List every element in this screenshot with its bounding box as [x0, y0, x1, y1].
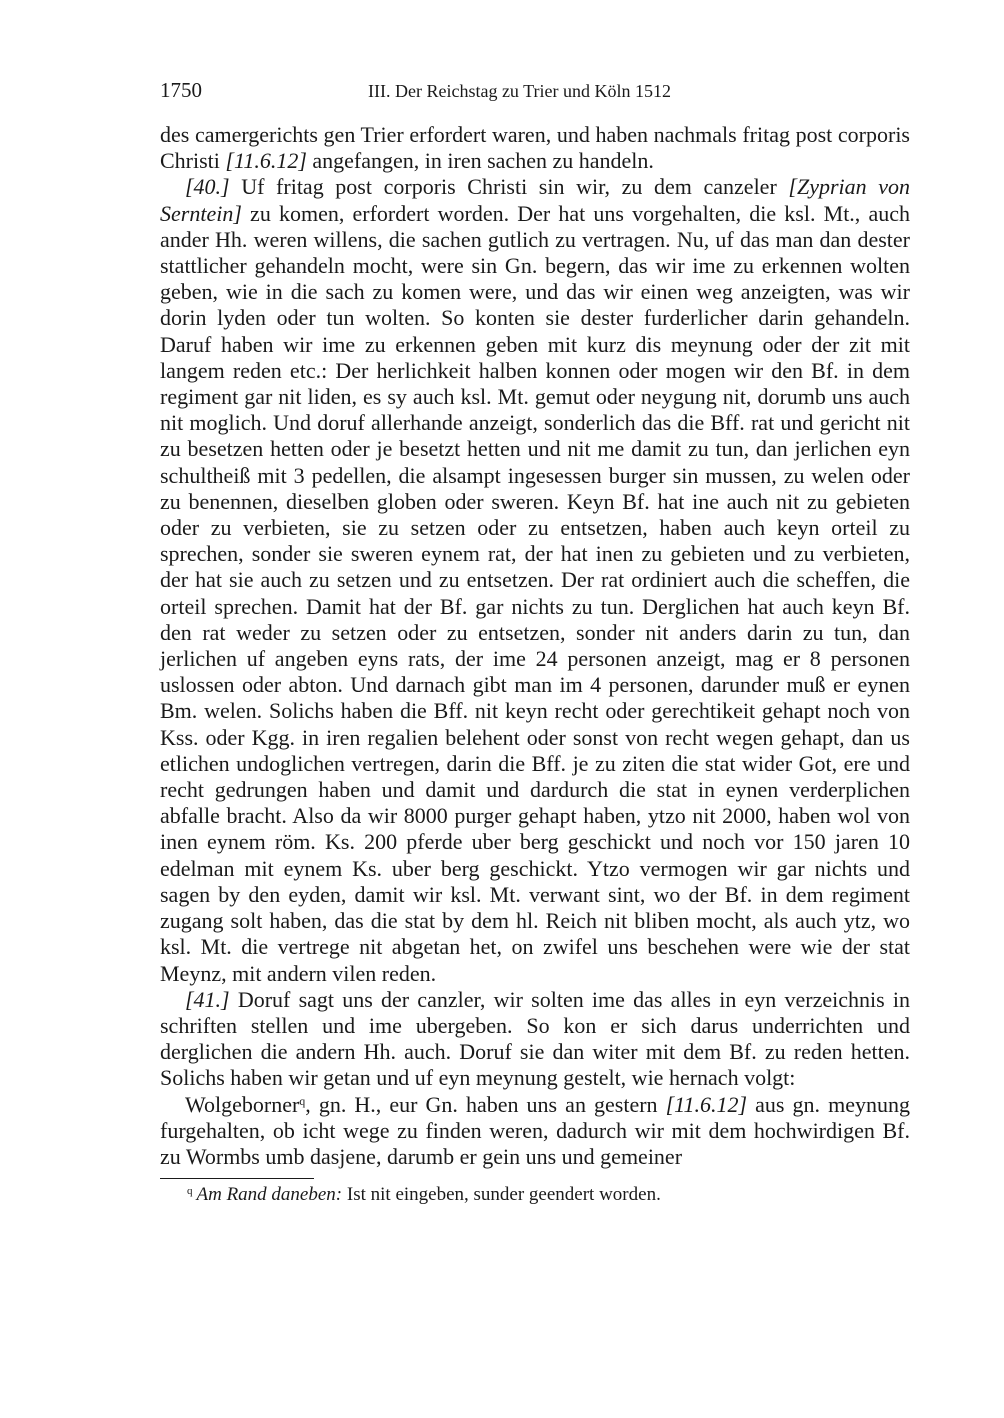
date-annotation: [11.6.12] — [665, 1091, 748, 1117]
paragraph-letter — [160, 1092, 910, 1171]
paragraph-text: aus gn. meynung furgehalten, ob icht wege zu finden weren, dadurch wir mit dem hochwirdigen Bf. zu Wormbs umb dasjene, darumb er gein uns und gemeiner — [160, 1091, 910, 1169]
paragraph-41 — [160, 987, 910, 1092]
footnote-marker: q — [187, 1185, 193, 1198]
running-title: III. Der Reichstag zu Trier und Köln 1512 — [368, 81, 671, 101]
paragraph-text: zu komen, erfordert worden. Der hat uns vorgehalten, die ksl. Mt., auch ander Hh. weren willens, die sachen gutlich zu vertragen. Nu, uf das man dan dester stattlicher gehandeln mocht, were sin Gn. begern, das wir ime zu erkennen wolten geben, wie in die sach zu komen were, und das wir einen weg anzeigten, was wir dorin lyden oder tun wolten. So konten sie dester furderlicher darin gehandeln. Daruf haben wir ime zu erkennen geben mit kurz dis meynung oder der zit mit langem reden etc.: Der herlichkeit halben konnen oder mogen wir den Bf. in dem regiment gar nit liden, es sy auch ksl. Mt. gemut oder neygung nit, dorumb uns auch nit moglich. Und doruf allerhande anzeigt, sonderlich das die Bff. rat und gericht nit zu besetzen hetten oder je besetzt hetten und nit me damit zu tun, dan jerlichen eyn schultheiß mit 3 pedellen, die alsampt ingesessen burger sin mussen, zu welen oder zu benennen, dieselben globen oder sweren. Keyn Bf. hat ine auch nit zu gebieten oder zu verbieten, sie zu setzen oder zu entsetzen, haben auch keyn orteil zu sprechen, sonder sie sweren eynem rat, der hat inen zu gebieten und zu verbieten, der hat sie auch zu setzen und zu entsetzen. Der rat ordiniert auch die scheffen, die orteil sprechen. Damit hat der Bf. gar nichts zu tun. Derglichen hat auch keyn Bf. den rat weder zu setzen oder zu entsetzen, sonder nit anders darin zu tun, dan jerlichen uf angeben eyns rats, der ime 24 personen anzeigt, mag er 8 personen uslossen oder abton. Und darnach gibt man im 4 personen, darunder muß er eynen Bm. welen. Solichs haben die Bff. nit keyn recht oder gerechtikeit gehapt noch von Kss. oder Kgg. in iren regalien belehent oder sonst von recht wegen gehapt, dan us etlichen undoglichen vertregen, darin die Bff. je zu ziten die stat wider Got, ere und recht gedrungen haben und damit und dardurch die stat in eynen verderplichen abfalle bracht. Also da wir 8000 purger gehapt haben, ytzo nit 2000, haben wol von inen eynem röm. Ks. 200 pferde uber berg geschickt und noch vor 150 jaren 10 edelman mit eynem Ks. uber berg geschickt. Ytzo vermogen wir gar nichts und sagen by den eyden, damit wir ksl. Mt. verwant sint, wo der Bf. in dem regiment zugang solt haben, das die stat by dem hl. Reich nit bliben mocht, als auch ytz, wo ksl. Mt. die vertrege nit abgetan het, on zwifel uns beschehen were wie der stat Meynz, mit andern vilen reden. — [160, 200, 910, 986]
name-annotation: [Zyprian von Serntein] — [160, 174, 911, 226]
section-number: [41.] — [185, 986, 230, 1012]
footnote-rule — [160, 1178, 314, 1179]
paragraph-text: des camergerichts gen Trier erfordert waren, und haben nachmals fritag post corporis Christi — [160, 122, 910, 174]
footnote-text: Ist nit eingeben, sunder geendert worden. — [342, 1184, 661, 1206]
paragraph-intro — [160, 122, 910, 174]
paragraph-text: Uf fritag post corporis Christi sin wir, zu dem canzeler — [229, 174, 789, 200]
section-number: [40.] — [185, 174, 230, 200]
paragraph-text: , gn. H., eur Gn. haben uns an gestern — [305, 1091, 666, 1117]
date-annotation: [11.6.12] — [225, 148, 307, 174]
page-number: 1750 — [160, 78, 202, 102]
paragraph-text: Doruf sagt uns der canzler, wir solten ime das alles in eyn verzeichnis in schriften stellen und ime ubergeben. So kon er sich darus underrichten und derglichen die andern Hh. auch. Doruf sie dan witer mit dem Bf. zu reden hetten. Solichs haben wir getan und uf eyn meynung gestelt, wie hernach volgt: — [160, 986, 910, 1091]
paragraph-40 — [160, 174, 910, 986]
page — [160, 78, 910, 1207]
paragraph-text: angefangen, in iren sachen zu handeln. — [306, 148, 654, 174]
running-head — [160, 78, 910, 106]
footnote-label: Am Rand daneben: — [196, 1184, 343, 1206]
footnote-marker: q — [299, 1093, 306, 1108]
footnote — [160, 1183, 910, 1207]
body-text — [160, 122, 910, 1170]
paragraph-text: Wolgeborner — [185, 1091, 300, 1117]
